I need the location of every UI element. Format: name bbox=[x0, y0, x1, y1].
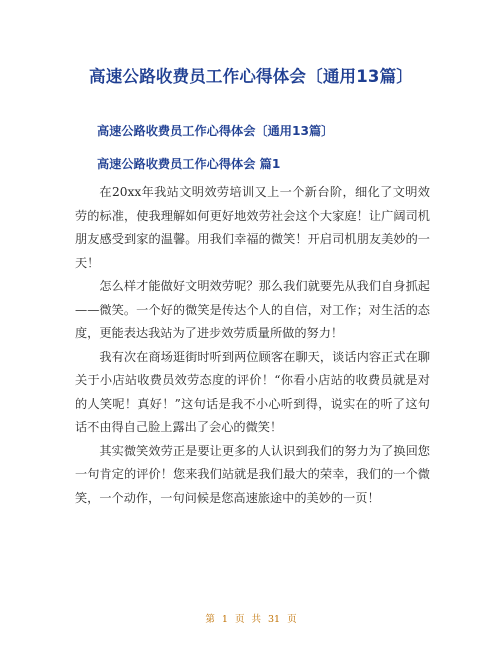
paragraph: 在20xx年我站文明效劳培训又上一个新台阶，细化了文明效劳的标准，使我理解如何更好地效劳社会这个大家庭！让广阔司机朋友感受到家的温馨。用我们幸福的微笑！开启司机朋友美妙的一天！ bbox=[75, 185, 430, 270]
page-number-footer: 第 1 页 共 31 页 bbox=[205, 614, 297, 625]
subtitle-heading: 高速公路收费员工作心得体会〔通用13篇〕 bbox=[97, 124, 334, 138]
document-title: 高速公路收费员工作心得体会〔通用13篇〕 bbox=[89, 67, 413, 86]
paragraph: 其实微笑效劳正是要让更多的人认识到我们的努力为了换回您一句肯定的评价！您来我们站就是我们最大的荣幸，我们的一个微笑，一个动作，一句问候是您高速旅途中的美妙的一页！ bbox=[75, 443, 430, 505]
body-text bbox=[75, 181, 430, 510]
section-heading: 高速公路收费员工作心得体会 篇1 bbox=[97, 157, 281, 171]
paragraph: 怎么样才能做好文明效劳呢？那么我们就要先从我们自身抓起——微笑。一个好的微笑是传达个人的自信，对工作；对生活的态度，更能表达我站为了进步效劳质量所做的努力！ bbox=[75, 279, 430, 340]
paragraph: 我有次在商场逛街时听到两位顾客在聊天，谈话内容正式在聊关于小店站收费员效劳态度的评价！“你看小店站的收费员就是对的人笑呢！真好！”这句话是我不小心听到得，说实在的听了这句话不由得自己脸上露出了会心的微笑！ bbox=[75, 349, 430, 434]
